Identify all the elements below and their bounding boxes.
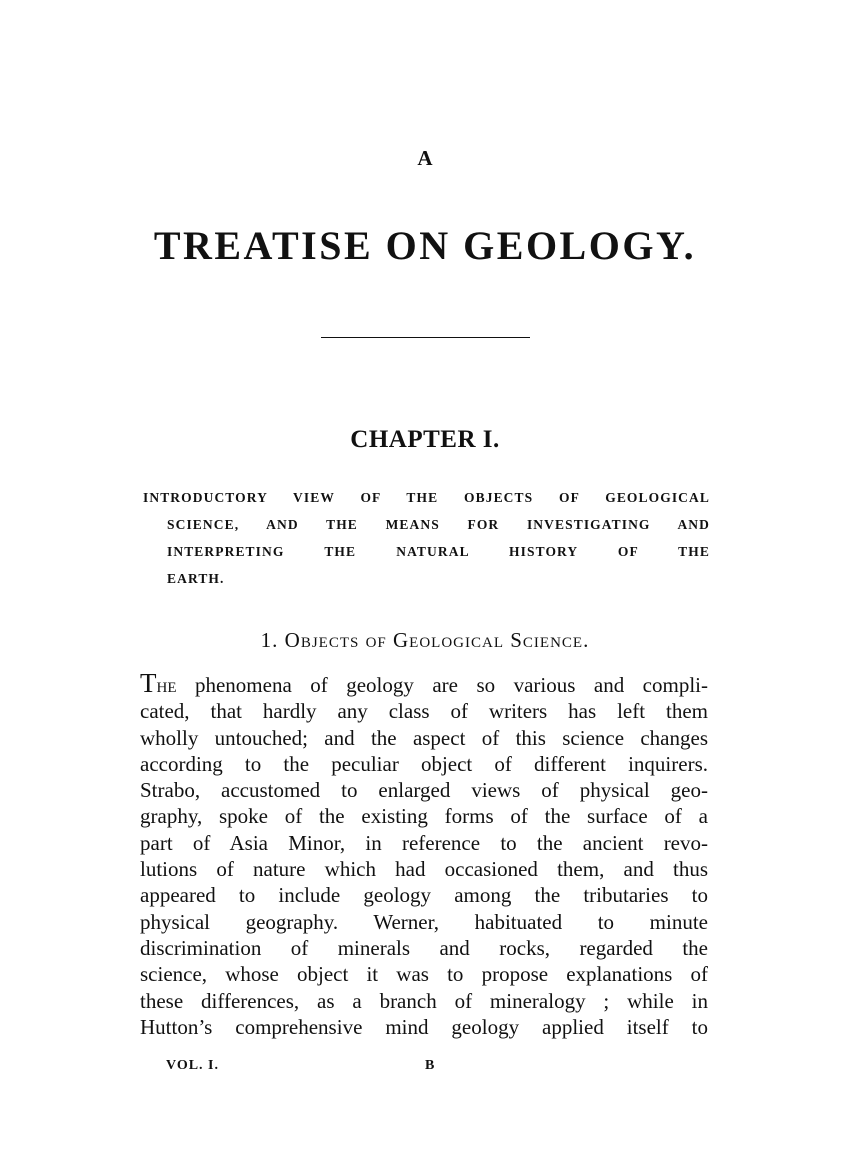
chapter-heading: CHAPTER I.: [350, 426, 500, 453]
chapter-summary-line: INTERPRETING THE NATURAL HISTORY OF THE: [167, 544, 710, 559]
body-line: lutions of nature which had occasioned them, and thus: [140, 857, 708, 882]
first-word-small-caps: he: [156, 673, 177, 697]
title-article: A: [417, 146, 433, 170]
chapter-summary-line: EARTH.: [167, 571, 225, 586]
body-line: [140, 670, 708, 698]
title-divider-rule: [321, 337, 530, 338]
body-line: according to the peculiar object of different inquirers.: [140, 751, 708, 776]
signature-mark: B: [425, 1058, 435, 1073]
body-line: graphy, spoke of the existing forms of the surface of a: [140, 804, 708, 829]
chapter-summary-line: INTRODUCTORY VIEW OF THE OBJECTS OF GEOLOGICAL: [143, 490, 710, 505]
body-line: Strabo, accustomed to enlarged views of physical geo-: [140, 778, 708, 803]
body-line: physical geography. Werner, habituated to minute: [140, 909, 708, 934]
page-title: TREATISE ON GEOLOGY.: [153, 223, 697, 268]
section-heading: 1. Objects of Geological Science.: [260, 628, 590, 652]
chapter-summary-line: SCIENCE, AND THE MEANS FOR INVESTIGATING AND: [167, 517, 710, 532]
body-line: these differences, as a branch of mineralogy ; while in: [140, 988, 708, 1013]
chapter-summary: [143, 484, 710, 592]
body-line: appeared to include geology among the tributaries to: [140, 883, 708, 908]
body-line: part of Asia Minor, in reference to the ancient revo-: [140, 830, 708, 855]
drop-letter: T: [140, 668, 157, 698]
body-line: wholly untouched; and the aspect of this science changes: [140, 725, 708, 750]
body-line: science, whose object it was to propose explanations of: [140, 962, 708, 987]
body-line: cated, that hardly any class of writers has left them: [140, 699, 708, 724]
volume-signature: VOL. I.: [166, 1058, 220, 1073]
body-line: discrimination of minerals and rocks, regarded the: [140, 935, 708, 960]
body-paragraph: [140, 670, 708, 1040]
first-line-text: phenomena of geology are so various and compli-: [176, 673, 708, 697]
body-line: Hutton’s comprehensive mind geology applied itself to: [140, 1014, 708, 1039]
